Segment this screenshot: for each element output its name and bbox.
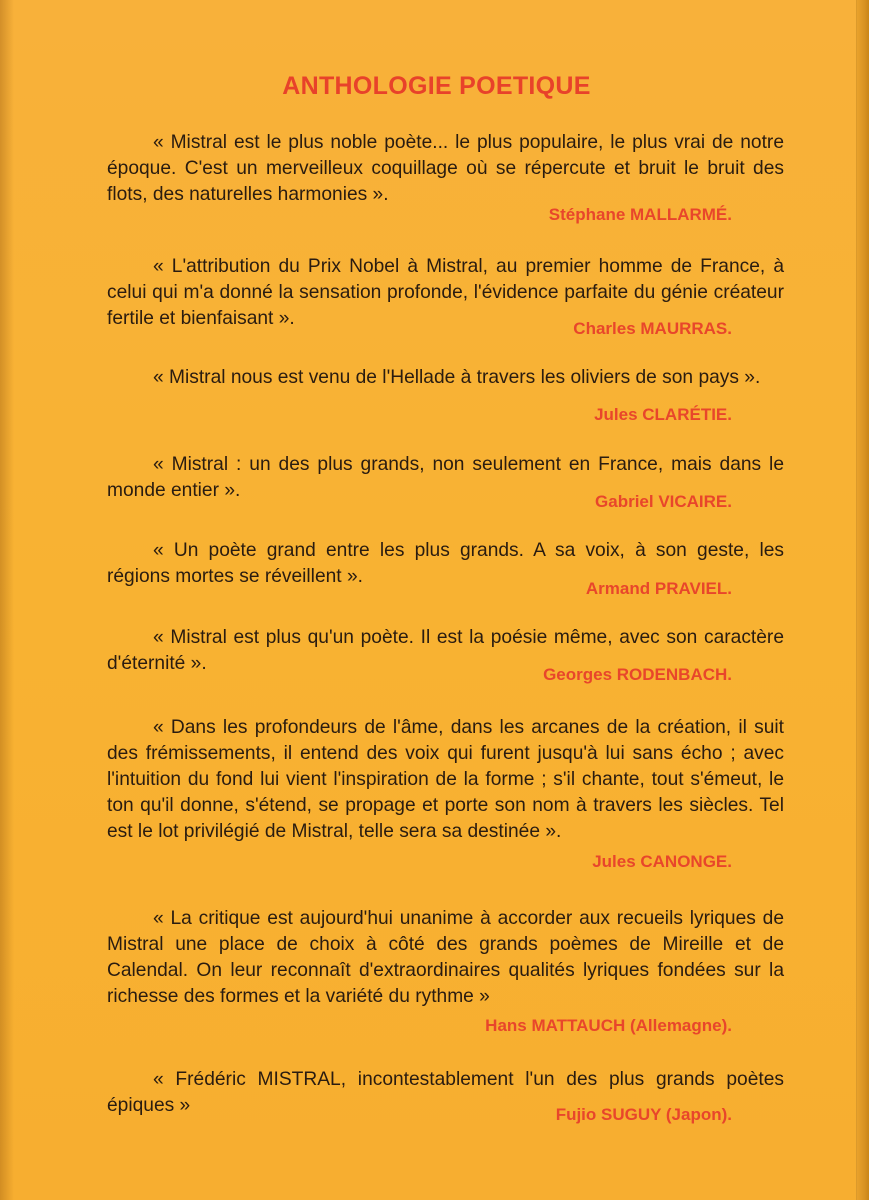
quote-text: « Dans les profondeurs de l'âme, dans les arcanes de la création, il suit des frémissements, il entend des voix qui furent jusqu'à lui sans écho ; avec l'intuition du fond lui vient l'inspiration de la forme ; s'il chante, tout s'émeut, le ton qu'il donne, s'étend, se propage et porte son nom à travers les siècles. Tel est le lot privilégié de Mistral, telle sera sa destinée ».	[107, 717, 784, 842]
quote-author: Georges RODENBACH.	[543, 665, 732, 684]
quote-text: « Un poète grand entre les plus grands. A sa voix, à son geste, les régions mortes se réveillent ».	[107, 540, 784, 587]
quote-text: « La critique est aujourd'hui unanime à accorder aux recueils lyriques de Mistral une place de choix à côté des grands poèmes de Mireille et de Calendal. On leur reconnaît d'extraordinaires qualités lyriques fondées sur la richesse des formes et la variété du rythme »	[107, 908, 784, 1007]
page-title: ANTHOLOGIE POETIQUE	[282, 72, 591, 100]
quote-text: « Frédéric MISTRAL, incontestablement l'un des plus grands poètes épiques »	[107, 1069, 784, 1116]
quote-author: Gabriel VICAIRE.	[595, 492, 732, 511]
quote-author: Charles MAURRAS.	[573, 319, 732, 338]
quote-author: Armand PRAVIEL.	[585, 579, 732, 598]
page-edge	[856, 0, 869, 1200]
quote-text: « Mistral est plus qu'un poète. Il est la poésie même, avec son caractère d'éternité ».	[107, 627, 784, 674]
quote-text: « Mistral est le plus noble poète... le plus populaire, le plus vrai de notre époque. C'est un merveilleux coquillage où se répercute et bruit le bruit des flots, des naturelles harmonies ».	[107, 132, 784, 205]
quote-author: Fujio SUGUY (Japon).	[555, 1105, 732, 1124]
quote-author: Jules CLARÉTIE.	[594, 405, 732, 424]
binding-shadow	[0, 0, 14, 1200]
quote-text: « L'attribution du Prix Nobel à Mistral, au premier homme de France, à celui qui m'a donné la sensation profonde, l'évidence parfaite du génie créateur fertile et bienfaisant ».	[107, 256, 784, 329]
quote-author: Jules CANONGE.	[592, 852, 732, 871]
quote-author: Hans MATTAUCH (Allemagne).	[485, 1016, 732, 1035]
quote-author: Stéphane MALLARMÉ.	[548, 205, 732, 224]
quote-text: « Mistral : un des plus grands, non seulement en France, mais dans le monde entier ».	[107, 454, 784, 501]
quote-text: « Mistral nous est venu de l'Hellade à travers les oliviers de son pays ».	[153, 367, 761, 388]
